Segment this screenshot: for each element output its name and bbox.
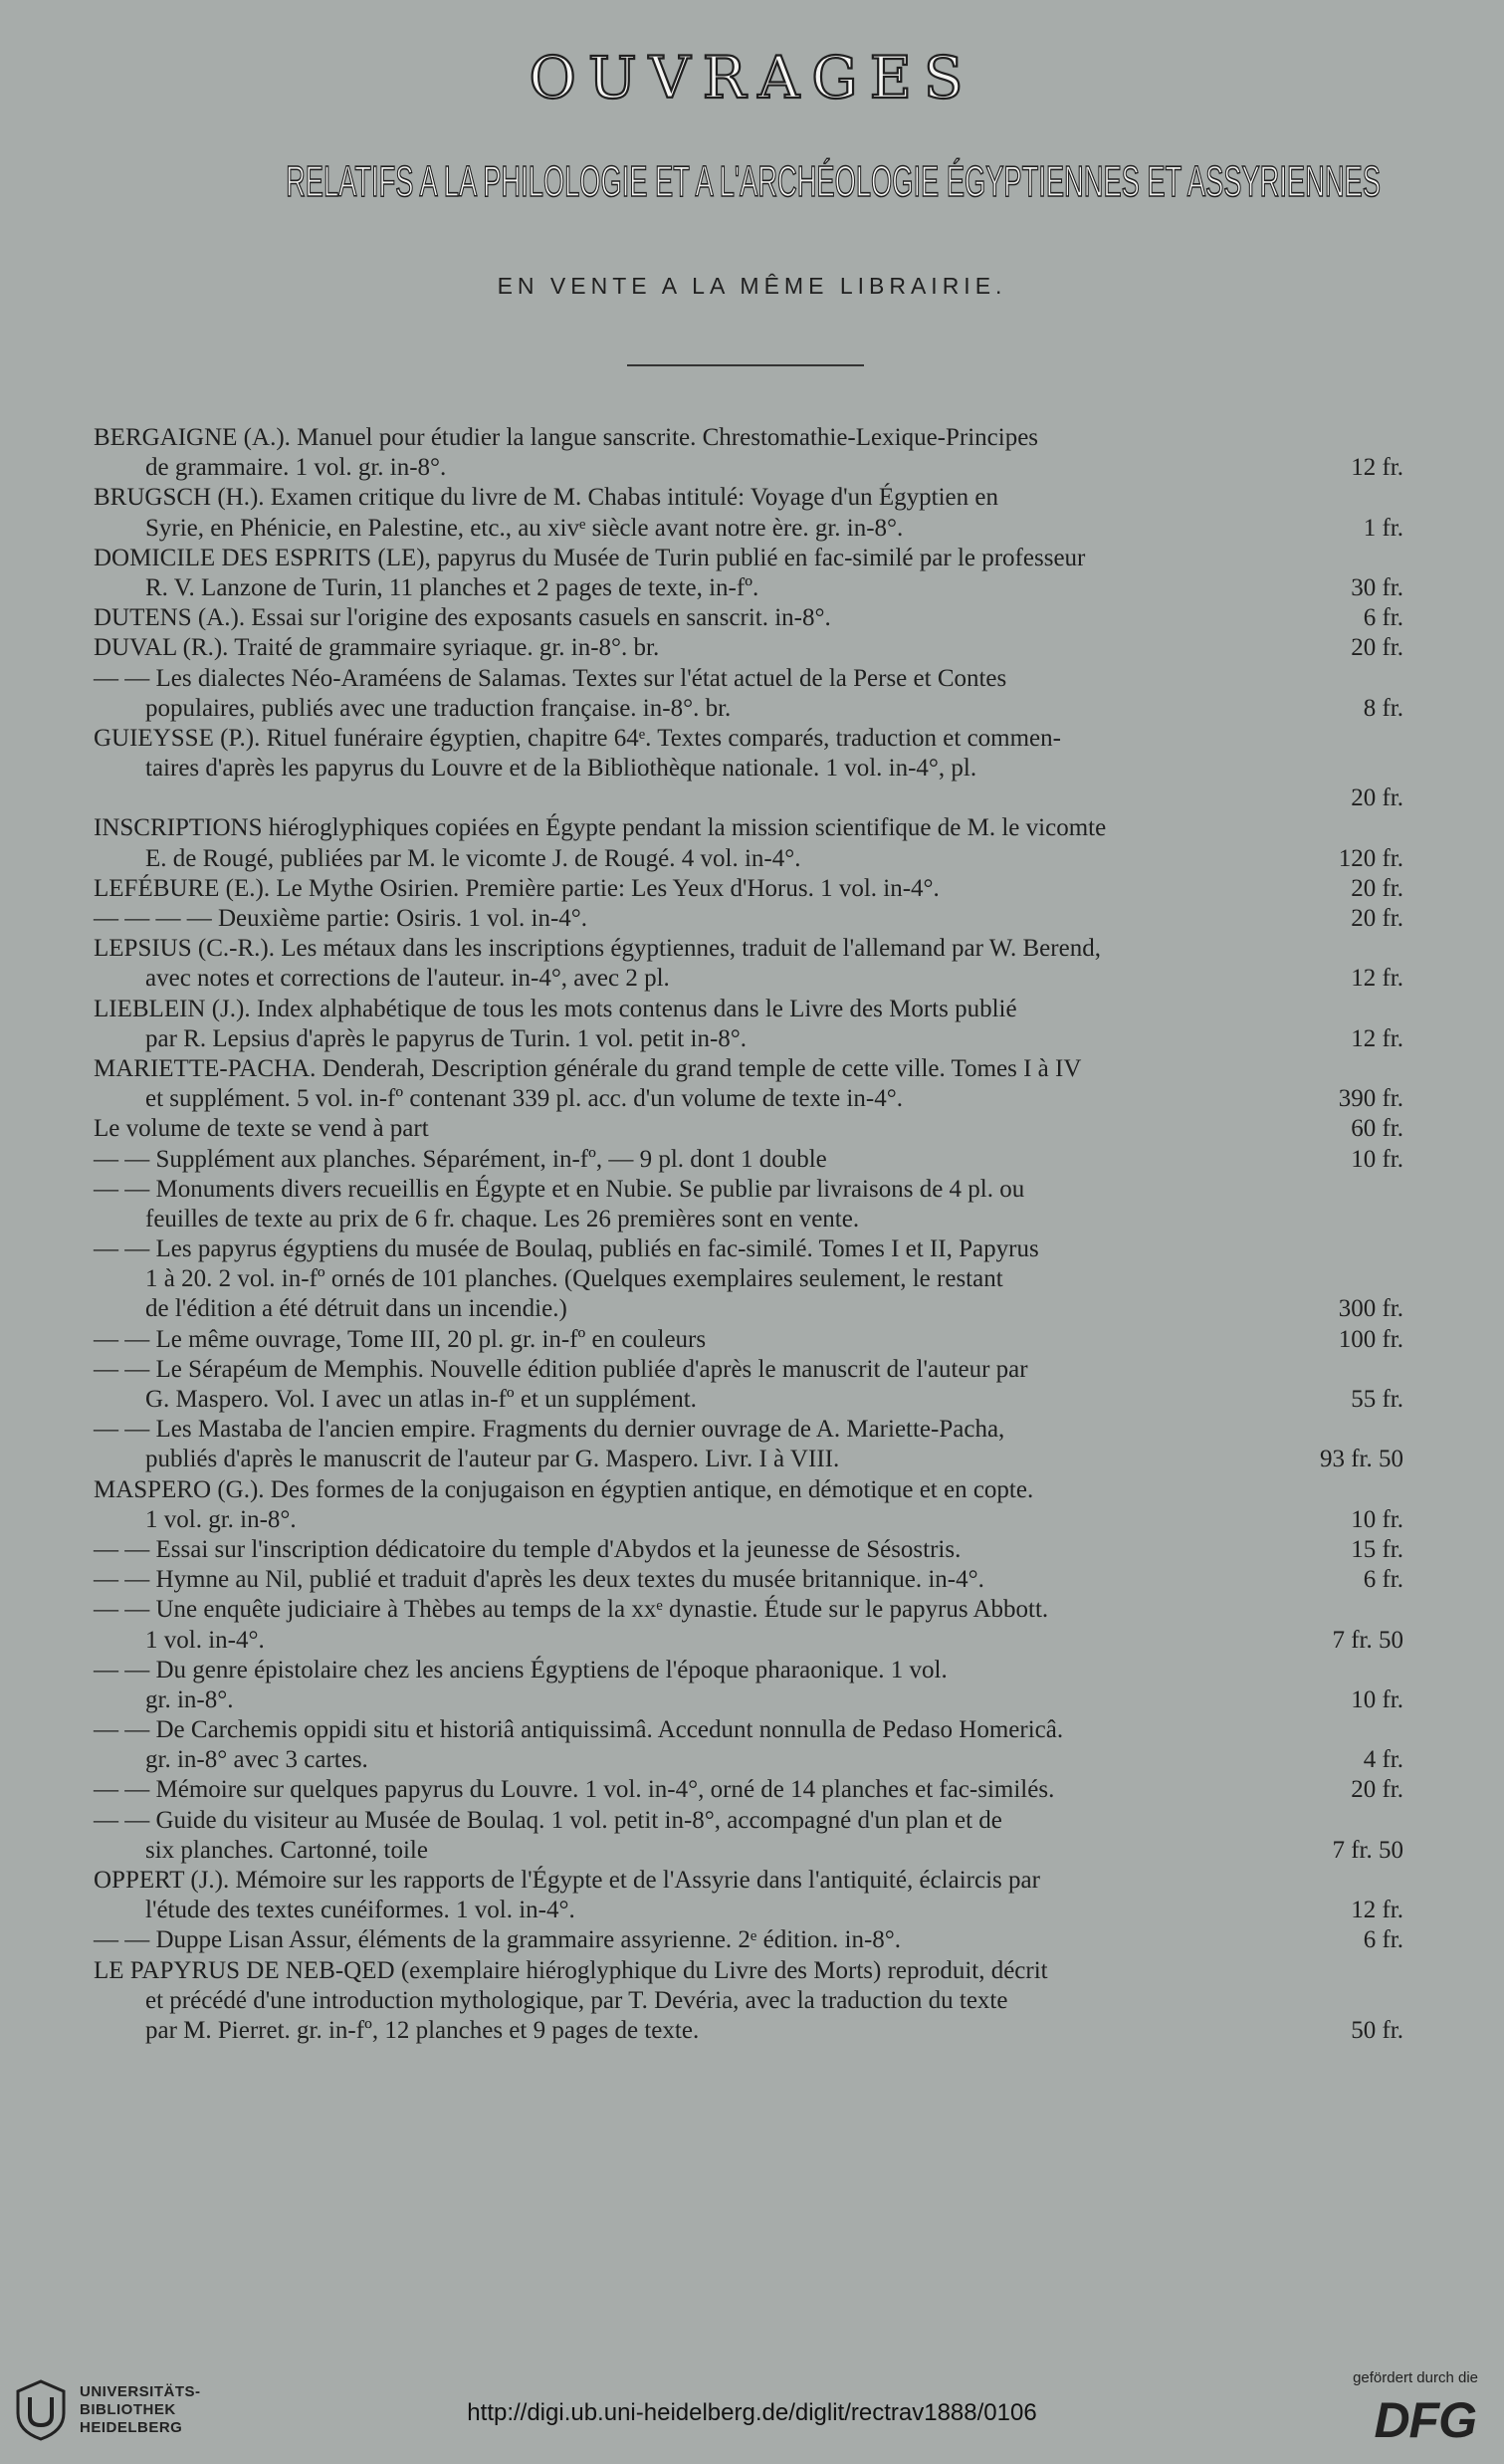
page-subtitle: RELATIFS A LA PHILOLOGIE ET A L'ARCHÉOLOGIE ÉGYPTIENNES ET ASSYRIENNES <box>286 157 1381 206</box>
entry-line <box>94 1595 1403 1625</box>
entry-text: avec notes et corrections de l'auteur. in-4°, avec 2 pl. <box>145 965 670 993</box>
catalogue-list <box>94 423 1403 2046</box>
entry-text: LEPSIUS (C.-R.). Les métaux dans les inscriptions égyptiennes, traduit de l'allemand par W. Berend, <box>94 935 1101 963</box>
entry-line <box>94 423 1403 453</box>
entry-text: BRUGSCH (H.). Examen critique du livre de M. Chabas intitulé: Voyage d'un Égyptien en <box>94 484 998 512</box>
entry-line <box>94 664 1403 694</box>
catalogue-entry <box>94 1475 1403 1535</box>
entry-line <box>94 754 1403 784</box>
catalogue-entry <box>94 1054 1403 1114</box>
entry-price: 7 fr. 50 <box>1332 1626 1403 1654</box>
entry-text: MASPERO (G.). Des formes de la conjugaison en égyptien antique, en démotique et en copte. <box>94 1475 1034 1503</box>
entry-line <box>94 483 1403 513</box>
catalogue-entry <box>94 544 1403 603</box>
entry-text: — — — — Deuxième partie: Osiris. 1 vol. in-4°. <box>94 905 588 932</box>
entry-price: 4 fr. <box>1363 1746 1403 1774</box>
entry-text: LE PAPYRUS DE NEB-QED (exemplaire hiéroglyphique du Livre des Morts) reproduit, décrit <box>94 1956 1048 1984</box>
catalogue-entry <box>94 874 1403 904</box>
entry-text: — — Les papyrus égyptiens du musée de Boulaq, publiés en fac-similé. Tomes I et II, Papyrus <box>94 1235 1039 1263</box>
entry-price: 1 fr. <box>1363 514 1403 542</box>
entry-line <box>94 514 1403 544</box>
entry-text: BERGAIGNE (A.). Manuel pour étudier la langue sanscrite. Chrestomathie-Lexique-Principes <box>94 424 1039 451</box>
entry-price: 10 fr. <box>1351 1505 1403 1533</box>
entry-line <box>94 453 1403 483</box>
entry-line <box>94 573 1403 603</box>
entry-text: — — Les dialectes Néo-Araméens de Salamas. Textes sur l'état actuel de la Perse et Contes <box>94 664 1007 692</box>
entry-text: — — Du genre épistolaire chez les anciens Égyptiens de l'époque pharaonique. 1 vol. <box>94 1656 948 1683</box>
entry-price: 6 fr. <box>1363 1566 1403 1594</box>
catalogue-entry <box>94 1925 1403 1955</box>
entry-text: de grammaire. 1 vol. gr. in-8°. <box>145 454 447 482</box>
entry-text: G. Maspero. Vol. I avec un atlas in-fº et un supplément. <box>145 1386 697 1413</box>
entry-price: 7 fr. 50 <box>1332 1836 1403 1864</box>
entry-price: 30 fr. <box>1351 573 1403 601</box>
entry-line <box>94 1896 1403 1925</box>
entry-line <box>94 1175 1403 1205</box>
entry-line <box>94 1806 1403 1836</box>
entry-line <box>94 934 1403 964</box>
library-name: UNIVERSITÄTS- BIBLIOTHEK HEIDELBERG <box>80 2383 201 2436</box>
entry-line <box>94 964 1403 994</box>
entry-text: LIEBLEIN (J.). Index alphabétique de tous les mots contenus dans le Livre des Morts publié <box>94 995 1017 1022</box>
catalogue-entry <box>94 995 1403 1054</box>
catalogue-entry <box>94 664 1403 724</box>
entry-line <box>94 694 1403 724</box>
entry-text: — — Hymne au Nil, publié et traduit d'après les deux textes du musée britannique. in-4°. <box>94 1566 984 1594</box>
entry-price: 15 fr. <box>1351 1535 1403 1563</box>
entry-price: 390 fr. <box>1338 1085 1403 1113</box>
entry-price: 120 fr. <box>1338 844 1403 872</box>
tagline: EN VENTE A LA MÊME LIBRAIRIE. <box>497 273 1007 299</box>
entry-text: gr. in-8° avec 3 cartes. <box>145 1746 368 1774</box>
catalogue-entry <box>94 1355 1403 1415</box>
entry-line <box>94 1294 1403 1324</box>
entry-line <box>94 1565 1403 1595</box>
catalogue-entry <box>94 1775 1403 1805</box>
catalogue-entry <box>94 1595 1403 1655</box>
catalogue-entry <box>94 1175 1403 1234</box>
entry-line <box>94 1745 1403 1775</box>
entry-text: 1 vol. gr. in-8°. <box>145 1505 297 1533</box>
catalogue-entry <box>94 1415 1403 1474</box>
catalogue-entry <box>94 813 1403 873</box>
entry-text: de l'édition a été détruit dans un incendie.) <box>145 1295 567 1323</box>
entry-line <box>94 1866 1403 1896</box>
entry-text: feuilles de texte au prix de 6 fr. chaque. Les 26 premières sont en vente. <box>145 1205 860 1232</box>
catalogue-entry <box>94 1565 1403 1595</box>
entry-text: — — Le même ouvrage, Tome III, 20 pl. gr. in-fº en couleurs <box>94 1325 707 1353</box>
entry-text: 1 à 20. 2 vol. in-fº ornés de 101 planches. (Quelques exemplaires seulement, le restant <box>145 1265 1003 1293</box>
entry-price: 8 fr. <box>1363 694 1403 722</box>
entry-line <box>94 1415 1403 1445</box>
entry-text: — — Monuments divers recueillis en Égypte et en Nubie. Se publie par livraisons de 4 pl. ou <box>94 1175 1025 1203</box>
entry-text: R. V. Lanzone de Turin, 11 planches et 2 pages de texte, in-fº. <box>145 573 759 601</box>
entry-text: — — De Carchemis oppidi situ et historiâ antiquissimâ. Accedunt nonnulla de Pedaso Homericâ. <box>94 1716 1064 1744</box>
funding-label: gefördert durch die <box>1353 2369 1478 2386</box>
entry-line <box>94 1385 1403 1415</box>
entry-line <box>94 603 1403 633</box>
entry-line <box>94 633 1403 663</box>
entry-price: 20 fr. <box>1351 905 1403 932</box>
entry-line <box>94 813 1403 843</box>
entry-line <box>94 1475 1403 1505</box>
entry-line <box>94 1355 1403 1385</box>
entry-line <box>94 724 1403 754</box>
entry-line <box>94 544 1403 573</box>
entry-price: 50 fr. <box>1351 2016 1403 2044</box>
entry-price: 20 fr. <box>1351 1776 1403 1804</box>
entry-text: DUVAL (R.). Traité de grammaire syriaque. gr. in-8°. br. <box>94 634 660 662</box>
catalogue-entry <box>94 1114 1403 1144</box>
entry-price: 20 fr. <box>1351 874 1403 902</box>
entry-line <box>94 1054 1403 1084</box>
entry-price: 20 fr. <box>1351 784 1403 812</box>
catalogue-entry <box>94 1715 1403 1775</box>
entry-line <box>94 1836 1403 1866</box>
entry-text: DUTENS (A.). Essai sur l'origine des exposants casuels en sanscrit. in-8°. <box>94 604 831 632</box>
entry-text: par R. Lepsius d'après le papyrus de Turin. 1 vol. petit in-8°. <box>145 1024 748 1052</box>
entry-line <box>94 1234 1403 1264</box>
catalogue-entry <box>94 724 1403 814</box>
entry-line <box>94 2016 1403 2046</box>
entry-line <box>94 1626 1403 1656</box>
dfg-logo: DFG <box>1374 2392 1476 2448</box>
entry-price: 12 fr. <box>1351 965 1403 993</box>
entry-price: 20 fr. <box>1351 634 1403 662</box>
entry-text: GUIEYSSE (P.). Rituel funéraire égyptien, chapitre 64ᵉ. Textes comparés, traduction et commen- <box>94 724 1061 752</box>
entry-text: — — Supplément aux planches. Séparément, in-fº, — 9 pl. dont 1 double <box>94 1145 827 1173</box>
entry-text: taires d'après les papyrus du Louvre et de la Bibliothèque nationale. 1 vol. in-4°, pl. <box>145 755 977 783</box>
entry-line <box>94 844 1403 874</box>
entry-price: 93 fr. 50 <box>1319 1446 1403 1473</box>
entry-price: 12 fr. <box>1351 454 1403 482</box>
entry-text: MARIETTE-PACHA. Denderah, Description générale du grand temple de cette ville. Tomes I à IV <box>94 1054 1082 1082</box>
entry-price: 10 fr. <box>1351 1145 1403 1173</box>
entry-text: — — Les Mastaba de l'ancien empire. Fragments du dernier ouvrage de A. Mariette-Pacha, <box>94 1416 1005 1444</box>
entry-price: 12 fr. <box>1351 1897 1403 1924</box>
entry-line <box>94 784 1403 813</box>
entry-text: et supplément. 5 vol. in-fº contenant 339 pl. acc. d'un volume de texte in-4°. <box>145 1085 903 1113</box>
entry-text: — — Une enquête judiciaire à Thèbes au temps de la xxᵉ dynastie. Étude sur le papyrus Abbott. <box>94 1596 1049 1624</box>
entry-line <box>94 1325 1403 1355</box>
entry-text: publiés d'après le manuscrit de l'auteur par G. Maspero. Livr. I à VIII. <box>145 1446 840 1473</box>
entry-line <box>94 904 1403 934</box>
entry-text: Syrie, en Phénicie, en Palestine, etc., au xivᵉ siècle avant notre ère. gr. in-8°. <box>145 514 904 542</box>
entry-line <box>94 1505 1403 1535</box>
catalogue-entry <box>94 423 1403 483</box>
catalogue-entry <box>94 904 1403 934</box>
entry-line <box>94 1445 1403 1474</box>
entry-line <box>94 1656 1403 1685</box>
divider <box>627 364 864 366</box>
catalogue-entry <box>94 1145 1403 1175</box>
entry-line <box>94 1145 1403 1175</box>
entry-text: — — Guide du visiteur au Musée de Boulaq. 1 vol. petit in-8°, accompagné d'un plan et de <box>94 1806 1002 1834</box>
entry-text: par M. Pierret. gr. in-fº, 12 planches et 9 pages de texte. <box>145 2016 700 2044</box>
entry-text: gr. in-8°. <box>145 1685 234 1713</box>
entry-line <box>94 1986 1403 2016</box>
entry-text: et précédé d'une introduction mythologique, par T. Devéria, avec la traduction du texte <box>145 1986 1008 2014</box>
entry-text: DOMICILE DES ESPRITS (LE), papyrus du Musée de Turin publié en fac-similé par le professeur <box>94 544 1086 571</box>
entry-line <box>94 1084 1403 1114</box>
entry-price: 6 fr. <box>1363 604 1403 632</box>
catalogue-entry <box>94 1866 1403 1925</box>
entry-text: — — Essai sur l'inscription dédicatoire du temple d'Abydos et la jeunesse de Sésostris. <box>94 1535 962 1563</box>
entry-line <box>94 1685 1403 1715</box>
entry-price: 55 fr. <box>1351 1386 1403 1413</box>
entry-line <box>94 1775 1403 1805</box>
entry-line <box>94 1715 1403 1745</box>
entry-price: 10 fr. <box>1351 1685 1403 1713</box>
entry-price: 12 fr. <box>1351 1024 1403 1052</box>
catalogue-entry <box>94 1234 1403 1325</box>
entry-line <box>94 1925 1403 1955</box>
entry-text: l'étude des textes cunéiformes. 1 vol. in-4°. <box>145 1897 575 1924</box>
entry-price: 100 fr. <box>1338 1325 1403 1353</box>
entry-line <box>94 1264 1403 1294</box>
entry-line <box>94 874 1403 904</box>
catalogue-entry <box>94 1535 1403 1565</box>
entry-text: INSCRIPTIONS hiéroglyphiques copiées en Égypte pendant la mission scientifique de M. le vicomte <box>94 814 1107 842</box>
entry-text: six planches. Cartonné, toile <box>145 1836 428 1864</box>
source-url[interactable]: http://digi.ub.uni-heidelberg.de/diglit/rectrav1888/0106 <box>467 2399 1037 2426</box>
entry-text: populaires, publiés avec une traduction française. in-8°. br. <box>145 694 732 722</box>
entry-text: 1 vol. in-4°. <box>145 1626 265 1654</box>
catalogue-entry <box>94 1806 1403 1866</box>
entry-line <box>94 995 1403 1024</box>
entry-text: — — Mémoire sur quelques papyrus du Louvre. 1 vol. in-4°, orné de 14 planches et fac-similés. <box>94 1776 1055 1804</box>
entry-line <box>94 1535 1403 1565</box>
catalogue-entry <box>94 633 1403 663</box>
entry-price: 6 fr. <box>1363 1926 1403 1954</box>
entry-text: E. de Rougé, publiées par M. le vicomte J. de Rougé. 4 vol. in-4°. <box>145 844 801 872</box>
entry-text: — — Duppe Lisan Assur, éléments de la grammaire assyrienne. 2ᵉ édition. in-8°. <box>94 1926 902 1954</box>
entry-line <box>94 1114 1403 1144</box>
catalogue-entry <box>94 934 1403 994</box>
entry-price: 60 fr. <box>1351 1115 1403 1143</box>
entry-text: OPPERT (J.). Mémoire sur les rapports de l'Égypte et de l'Assyrie dans l'antiquité, éclaircis par <box>94 1867 1040 1894</box>
catalogue-entry <box>94 1325 1403 1355</box>
page-title: OUVRAGES <box>529 44 975 112</box>
entry-line <box>94 1205 1403 1234</box>
entry-text: LEFÉBURE (E.). Le Mythe Osirien. Première partie: Les Yeux d'Horus. 1 vol. in-4°. <box>94 874 940 902</box>
catalogue-entry <box>94 603 1403 633</box>
entry-text: Le volume de texte se vend à part <box>94 1115 429 1143</box>
footer <box>0 2365 1504 2464</box>
catalogue-entry <box>94 1956 1403 2047</box>
entry-text: — — Le Sérapéum de Memphis. Nouvelle édition publiée d'après le manuscrit de l'auteur par <box>94 1355 1028 1383</box>
entry-line <box>94 1956 1403 1986</box>
catalogue-entry <box>94 1656 1403 1715</box>
entry-line <box>94 1024 1403 1054</box>
catalogue-entry <box>94 483 1403 543</box>
entry-price: 300 fr. <box>1338 1295 1403 1323</box>
